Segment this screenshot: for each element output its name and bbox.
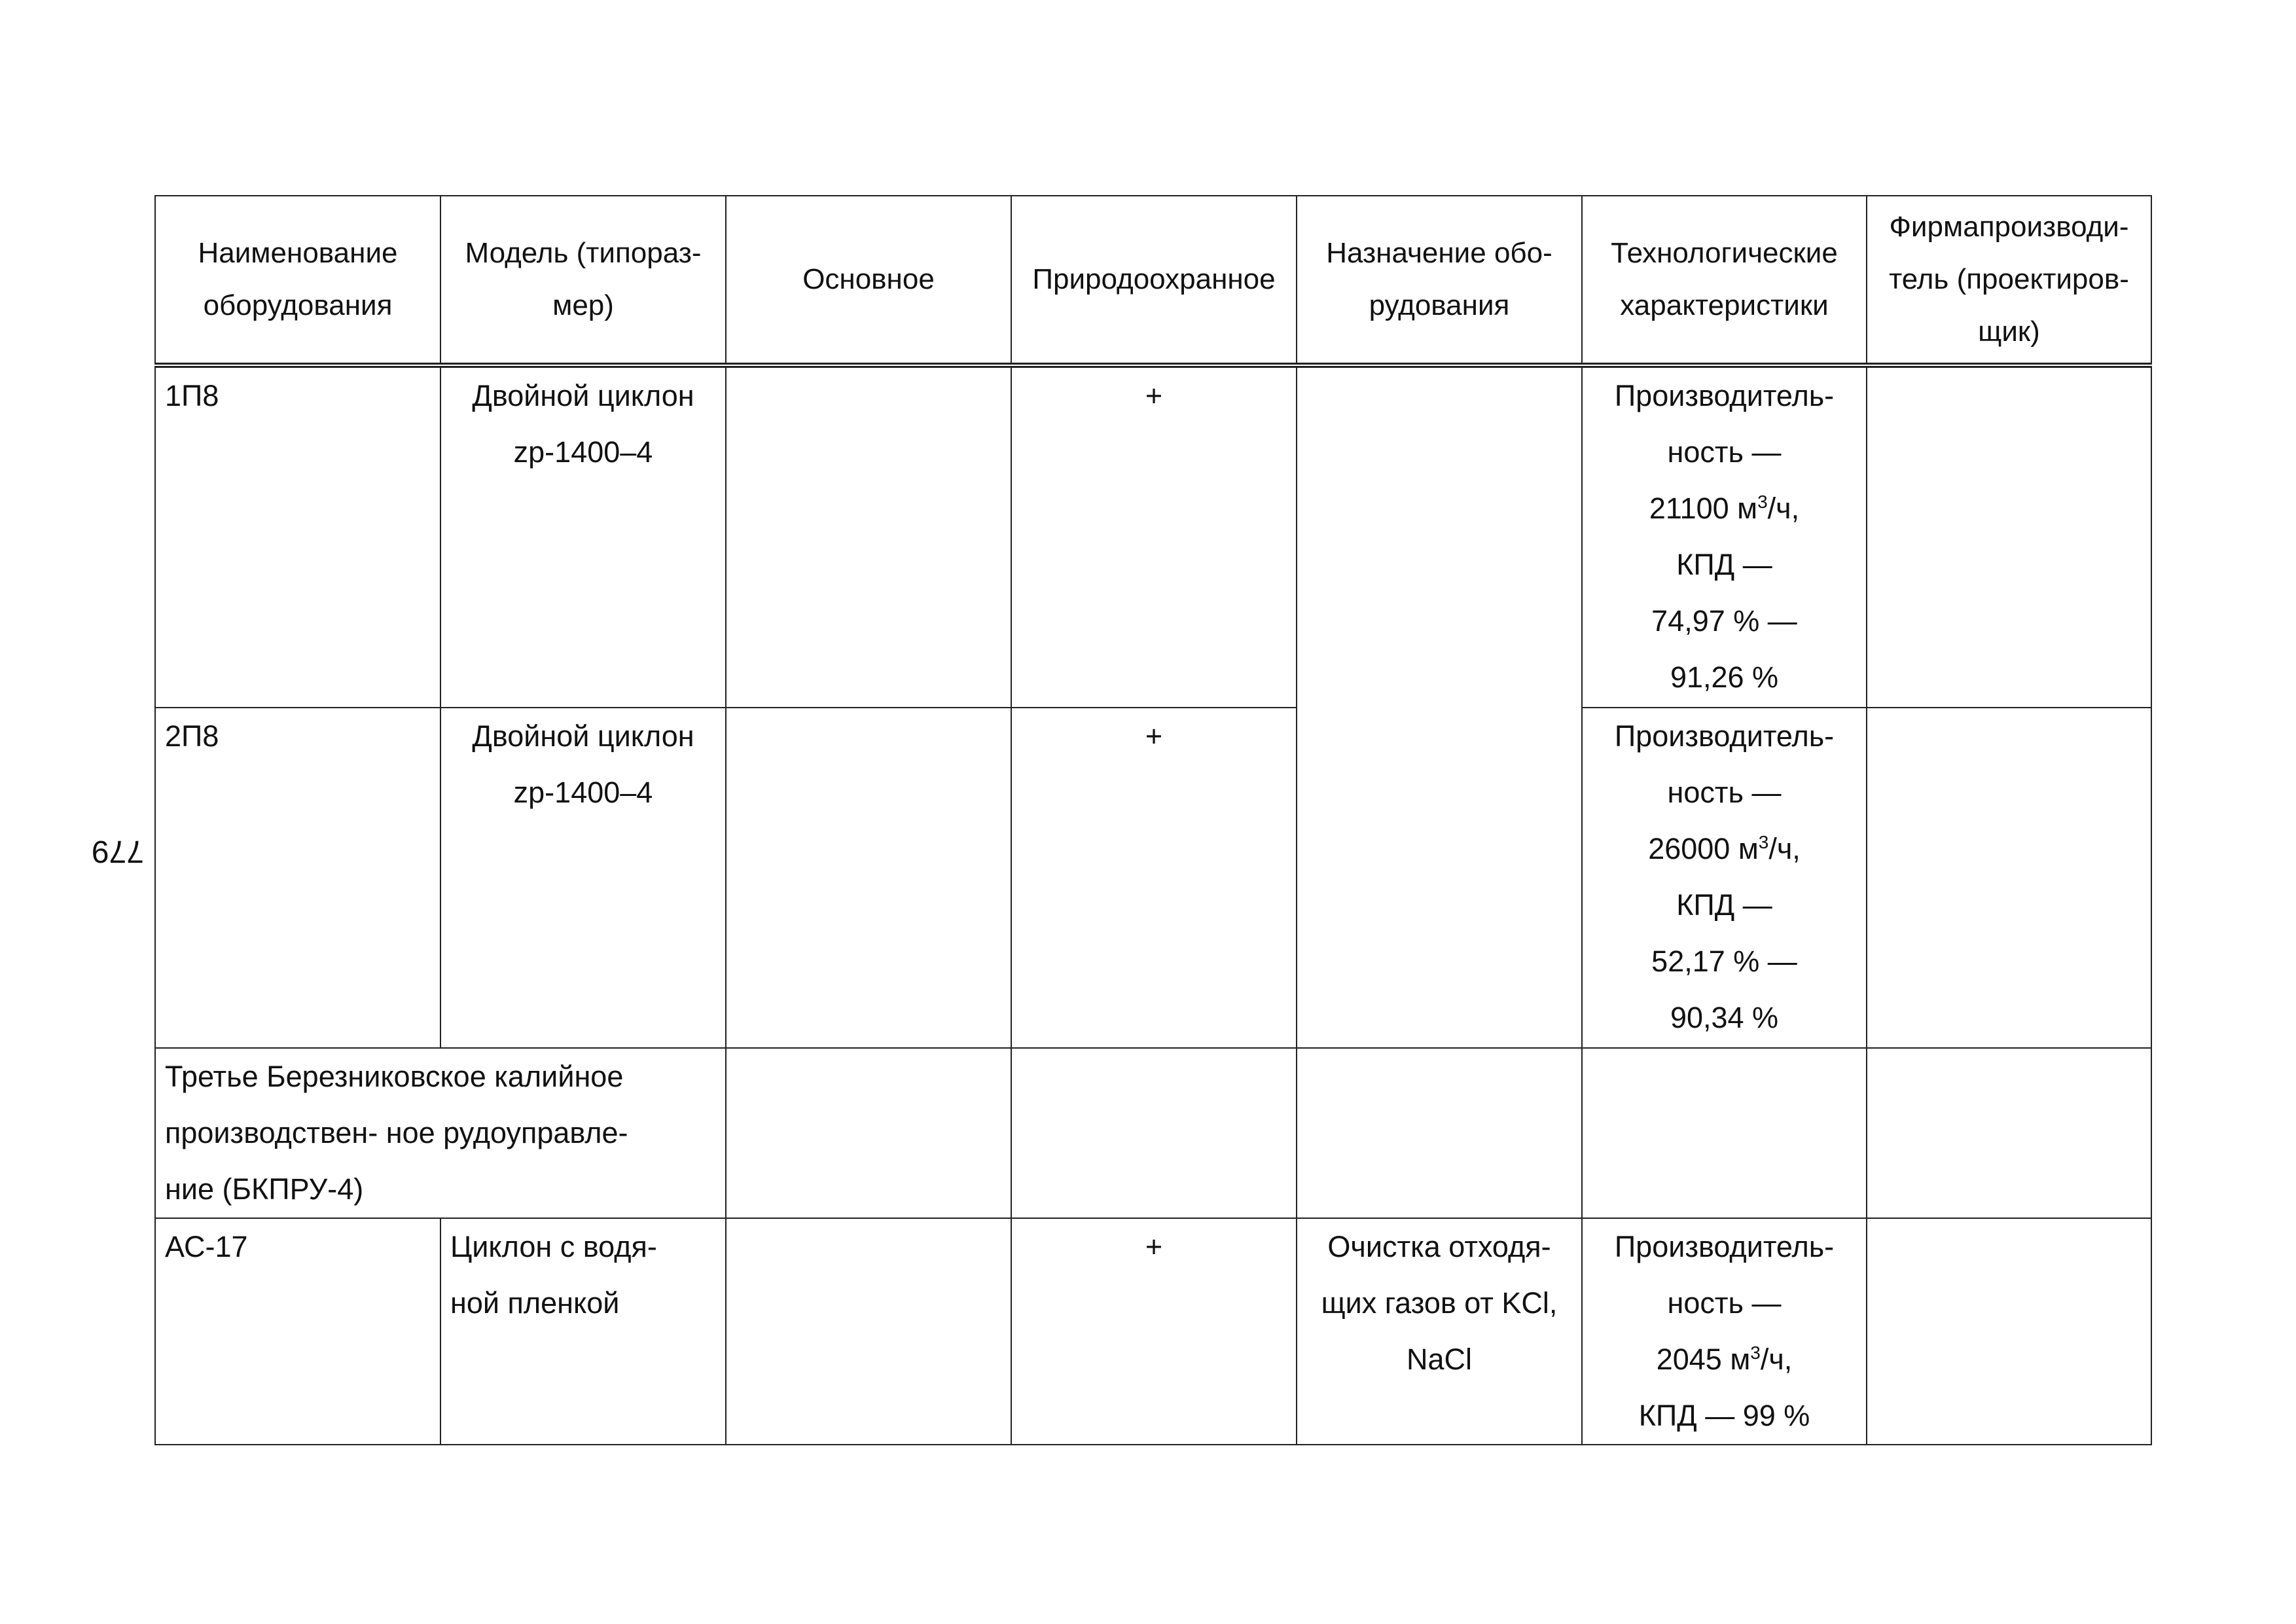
header-model: Модель (типораз- мер) [440, 196, 726, 365]
cell-manufacturer [1867, 365, 2151, 708]
header-technical-characteristics: Технологические характеристики [1582, 196, 1867, 365]
header-main: Основное [726, 196, 1011, 365]
cell-technical-characteristics [1582, 365, 1867, 708]
cell-technical-characteristics [1582, 708, 1867, 1048]
tech-text: Производитель- ность — 21100 м [1614, 379, 1835, 525]
tech-superscript: 3 [1750, 1343, 1761, 1363]
section-row [155, 1048, 2151, 1218]
cell-main [726, 1048, 1011, 1218]
cell-name: АС-17 [155, 1218, 440, 1445]
cell-environmental [1011, 1048, 1297, 1218]
page-number: 779 [91, 834, 144, 869]
cell-model: Циклон с водя- ной пленкой [440, 1218, 726, 1445]
cell-model: Двойной циклон zp-1400–4 [440, 365, 726, 708]
cell-purpose [1297, 1048, 1582, 1218]
cell-main [726, 365, 1011, 708]
header-manufacturer: Фирмапроизводи- тель (проектиров- щик) [1867, 196, 2151, 365]
cell-name: 2П8 [155, 708, 440, 1048]
table-row [155, 365, 2151, 708]
tech-text: /ч, КПД — 99 % [1638, 1343, 1810, 1432]
cell-manufacturer [1867, 1218, 2151, 1445]
cell-main [726, 708, 1011, 1048]
cell-manufacturer [1867, 1048, 2151, 1218]
tech-text: Производитель- ность — 26000 м [1614, 719, 1835, 865]
cell-main [726, 1218, 1011, 1445]
table-row [155, 708, 2151, 1048]
tech-text: /ч, КПД — 52,17 % — 90,34 % [1651, 832, 1801, 1034]
cell-model: Двойной циклон zp-1400–4 [440, 708, 726, 1048]
table-header-row [155, 196, 2151, 365]
equipment-table [154, 195, 2152, 1445]
cell-environmental: + [1011, 708, 1297, 1048]
cell-technical-characteristics [1582, 1218, 1867, 1445]
cell-manufacturer [1867, 708, 2151, 1048]
table-row [155, 1218, 2151, 1445]
cell-technical-characteristics [1582, 1048, 1867, 1218]
cell-environmental: + [1011, 1218, 1297, 1445]
tech-text: Производитель- ность — 2045 м [1614, 1230, 1835, 1376]
tech-superscript: 3 [1757, 492, 1768, 512]
header-environmental: Природоохранное [1011, 196, 1297, 365]
section-title: Третье Березниковское калийное производствен- ное рудоуправле- ние (БКПРУ-4) [155, 1048, 726, 1218]
cell-name: 1П8 [155, 365, 440, 708]
header-purpose: Назначение обо- рудования [1297, 196, 1582, 365]
cell-environmental: + [1011, 365, 1297, 708]
cell-purpose [1297, 365, 1582, 1048]
header-equipment-name: Наименование оборудования [155, 196, 440, 365]
tech-text: /ч, КПД — 74,97 % — 91,26 % [1651, 492, 1800, 694]
tech-superscript: 3 [1758, 832, 1769, 852]
cell-purpose: Очистка отходя- щих газов от KCl, NaCl [1297, 1218, 1582, 1445]
